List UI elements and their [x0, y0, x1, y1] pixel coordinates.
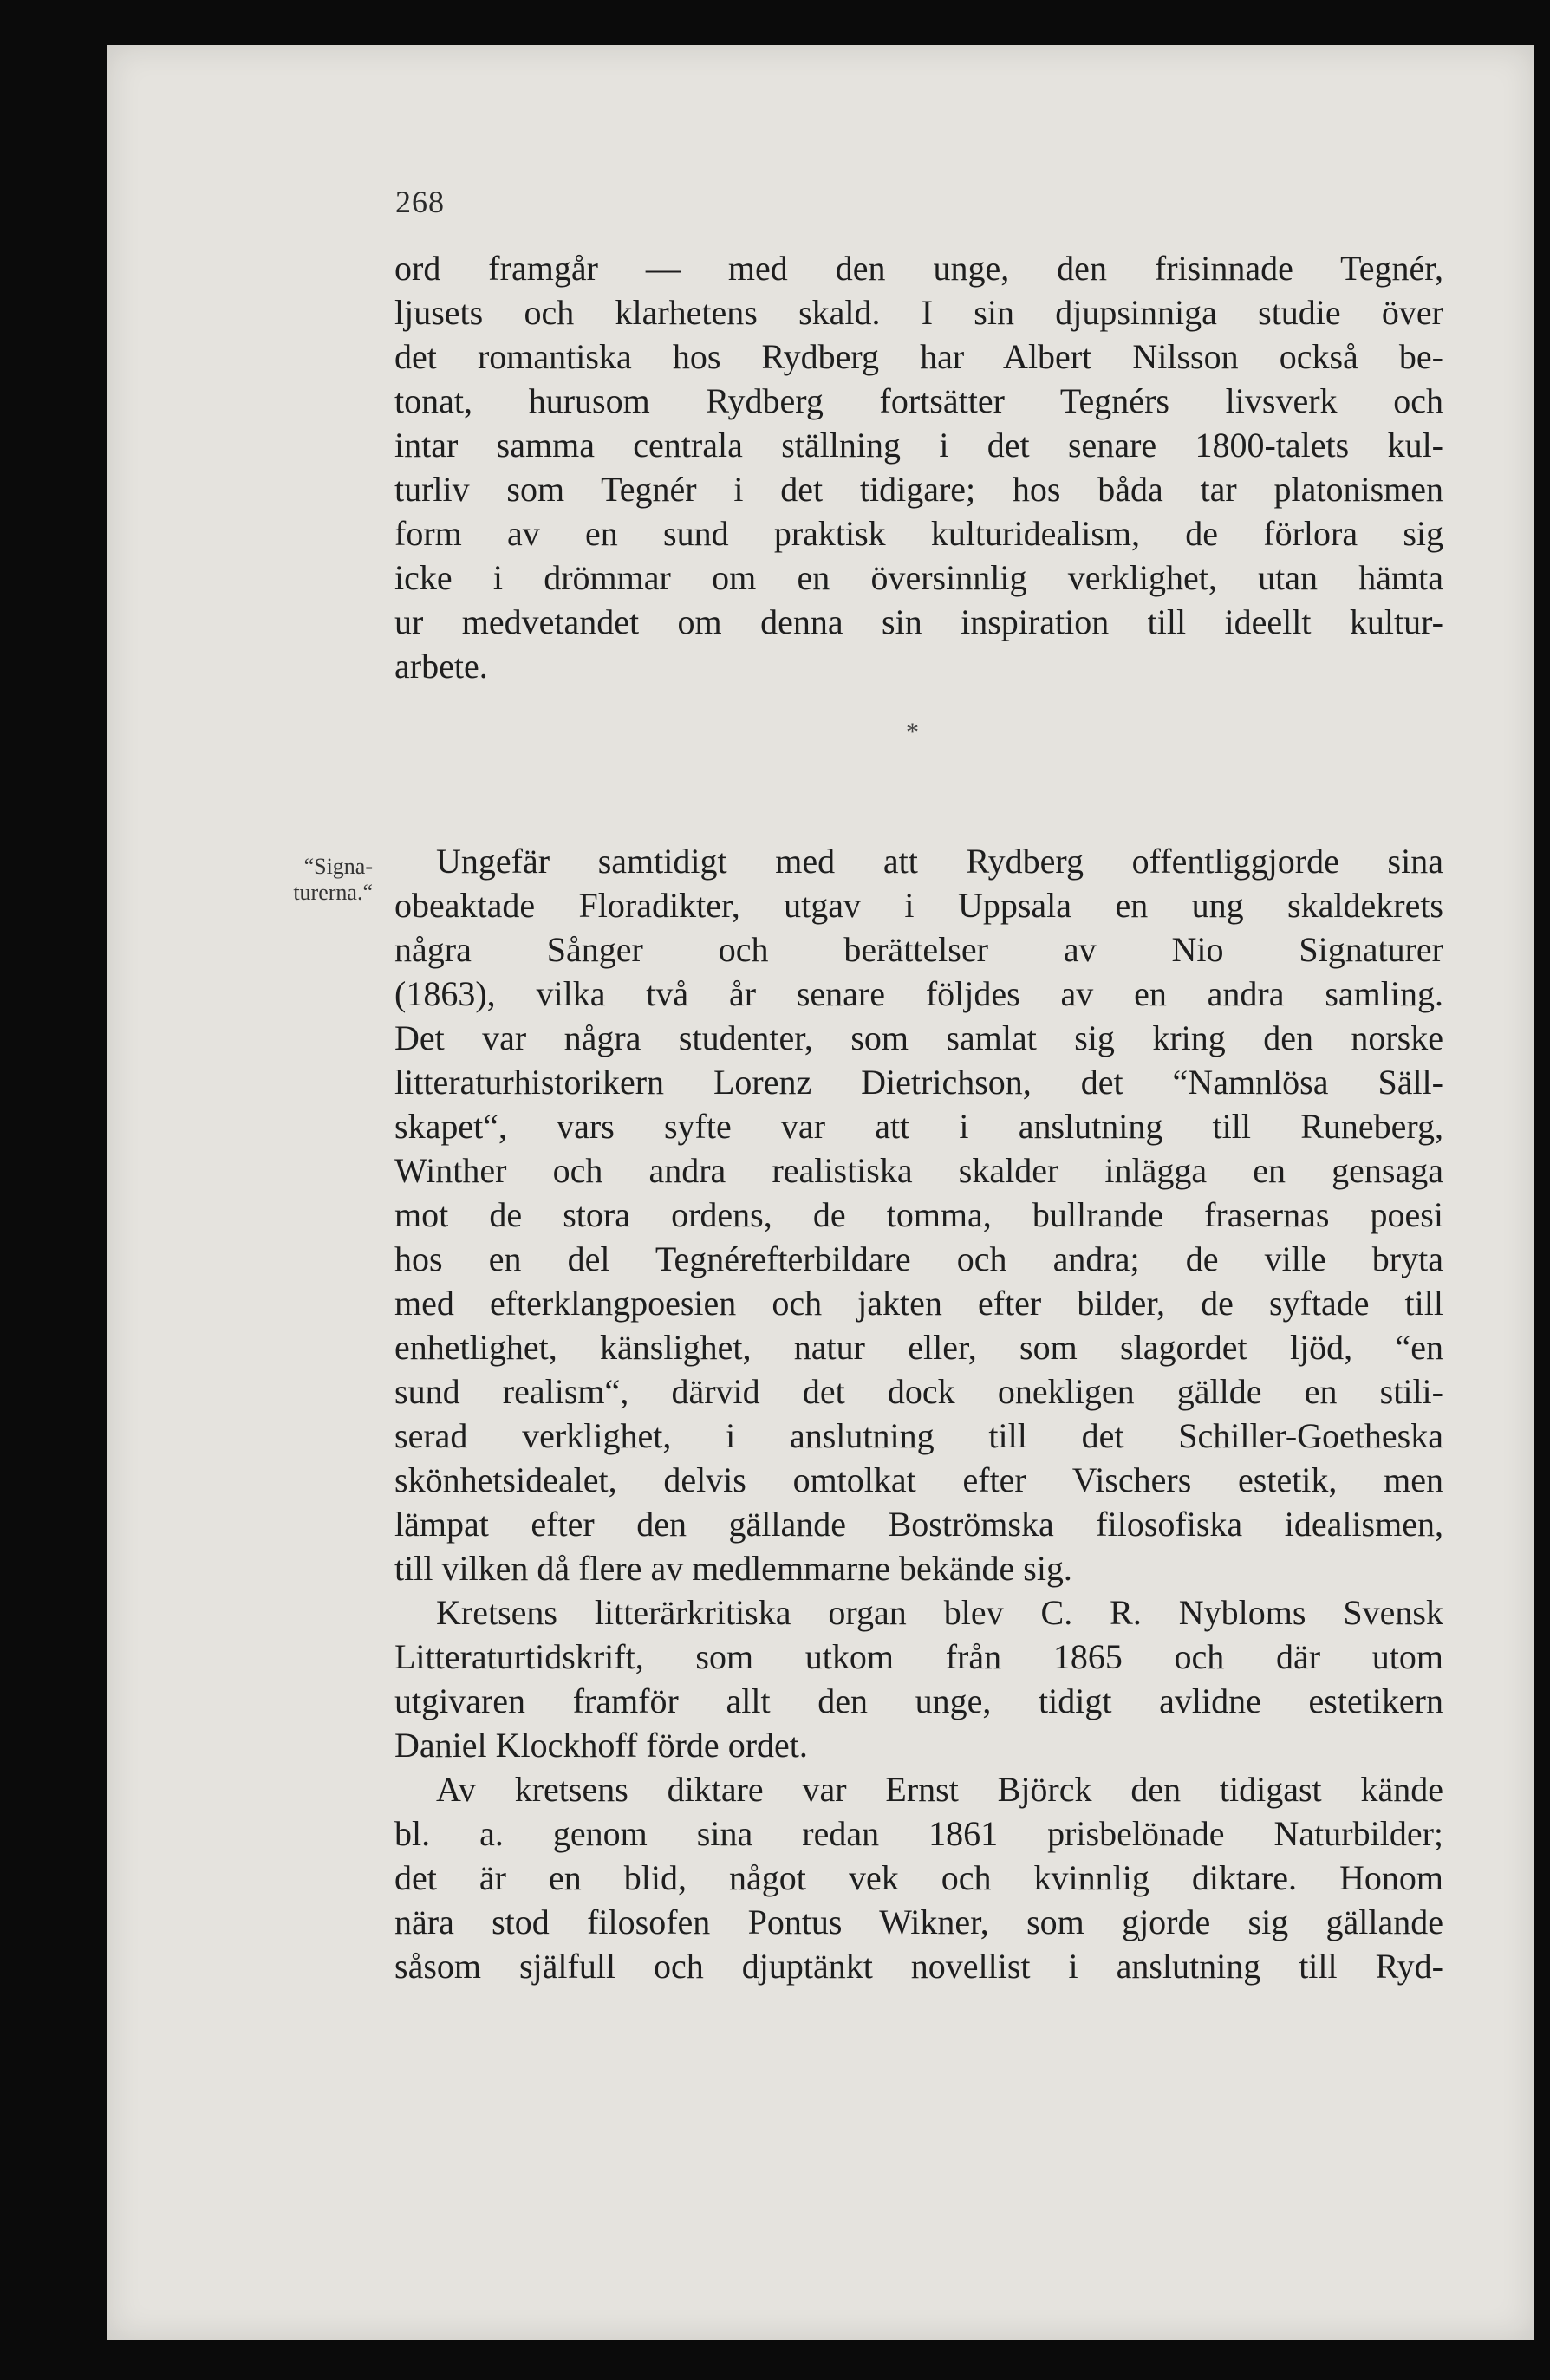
- text-line: utgivaren framför allt den unge, tidigt avlidne estetikern: [394, 1681, 1443, 1720]
- text-line: nära stod filosofen Pontus Wikner, som gjorde sig gällande: [394, 1902, 1443, 1941]
- text-line: icke i drömmar om en översinnlig verklighet, utan hämta: [394, 558, 1443, 597]
- text-line: tonat, hurusom Rydberg fortsätter Tegnérs livsverk och: [394, 381, 1443, 420]
- text-line: det är en blid, något vek och kvinnlig diktare. Honom: [394, 1858, 1443, 1897]
- text-line: Ungefär samtidigt med att Rydberg offentliggjorde sina: [436, 842, 1443, 881]
- text-line: ljusets och klarhetens skald. I sin djupsinniga studie över: [394, 293, 1443, 332]
- text-line: Av kretsens diktare var Ernst Björck den tidigast kände: [436, 1770, 1443, 1809]
- text-line: till vilken då flere av medlemmarne bekände sig.: [394, 1549, 1072, 1588]
- text-line: arbete.: [394, 647, 488, 686]
- text-line: bl. a. genom sina redan 1861 prisbelönade Naturbilder;: [394, 1814, 1443, 1853]
- page-number: 268: [395, 185, 445, 219]
- text-line: enhetlighet, känslighet, natur eller, som slagordet ljöd, “en: [394, 1328, 1443, 1367]
- text-line: Daniel Klockhoff förde ordet.: [394, 1726, 808, 1765]
- text-line: sund realism“, därvid det dock onekligen gällde en stili-: [394, 1372, 1443, 1411]
- text-line: ur medvetandet om denna sin inspiration till ideellt kultur-: [394, 602, 1443, 641]
- text-line: med efterklangpoesien och jakten efter bilder, de syftade till: [394, 1284, 1443, 1323]
- text-line: mot de stora ordens, de tomma, bullrande frasernas poesi: [394, 1195, 1443, 1234]
- margin-note-line: turerna.“: [293, 880, 373, 905]
- text-line: några Sånger och berättelser av Nio Signaturer: [394, 930, 1443, 969]
- text-line: Det var några studenter, som samlat sig kring den norske: [394, 1018, 1443, 1057]
- text-line: lämpat efter den gällande Boströmska filosofiska idealismen,: [394, 1505, 1443, 1544]
- text-line: skapet“, vars syfte var att i anslutning till Runeberg,: [394, 1107, 1443, 1146]
- text-line: serad verklighet, i anslutning till det Schiller-Goetheska: [394, 1416, 1443, 1455]
- text-line: det romantiska hos Rydberg har Albert Nilsson också be-: [394, 337, 1443, 376]
- text-line: turliv som Tegnér i det tidigare; hos båda tar platonismen: [394, 470, 1443, 509]
- text-line: obeaktade Floradikter, utgav i Uppsala en ung skaldekrets: [394, 886, 1443, 925]
- text-line: intar samma centrala ställning i det senare 1800-talets kul-: [394, 426, 1443, 465]
- text-line: (1863), vilka två år senare följdes av en andra samling.: [394, 974, 1443, 1013]
- text-line: Litteraturtidskrift, som utkom från 1865 och där utom: [394, 1637, 1443, 1676]
- text-line: litteraturhistorikern Lorenz Dietrichson, det “Namnlösa Säll-: [394, 1063, 1443, 1102]
- text-line: ord framgår — med den unge, den frisinnade Tegnér,: [394, 249, 1443, 288]
- text-line: såsom själfull och djuptänkt novellist i anslutning till Ryd-: [394, 1947, 1443, 1986]
- section-separator: *: [906, 718, 919, 746]
- text-line: form av en sund praktisk kulturidealism, de förlora sig: [394, 514, 1443, 553]
- margin-note: [260, 854, 373, 906]
- text-line: Kretsens litterärkritiska organ blev C. R. Nybloms Svensk: [436, 1593, 1443, 1632]
- text-line: Winther och andra realistiska skalder inlägga en gensaga: [394, 1151, 1443, 1190]
- text-line: hos en del Tegnérefterbildare och andra; de ville bryta: [394, 1239, 1443, 1278]
- margin-note-line: “Signa-: [303, 854, 373, 879]
- text-line: skönhetsidealet, delvis omtolkat efter Vischers estetik, men: [394, 1460, 1443, 1499]
